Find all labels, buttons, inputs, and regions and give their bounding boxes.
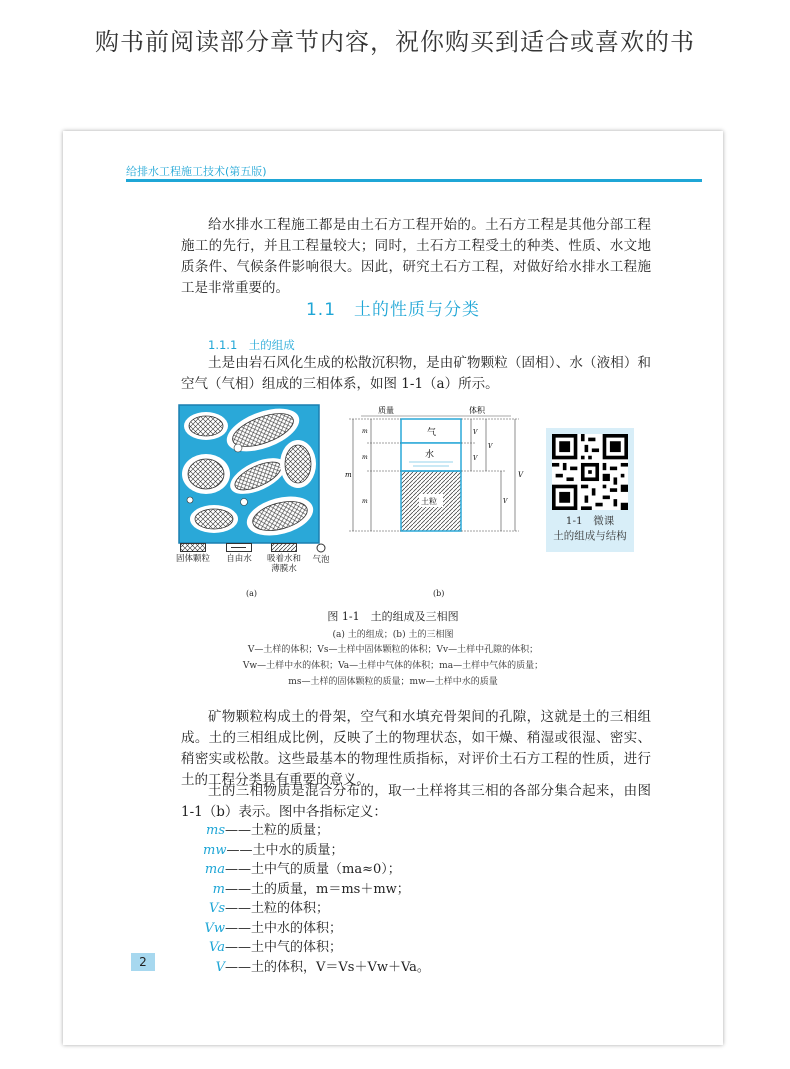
legend-free-water: 自由水 <box>221 543 257 564</box>
svg-text:V: V <box>473 429 478 436</box>
three-phase-paragraph: 土的三相物质是混合分布的，取一土样将其三相的各部分集合起来，由图 1-1（b）表示。图中各指标定义： <box>181 783 651 820</box>
legend-bubble: 气泡 <box>309 543 333 565</box>
subsection-title: 1.1.1 土的组成 <box>208 338 295 352</box>
definition-item: Vs——土粒的体积； <box>208 901 330 916</box>
svg-text:V: V <box>488 443 493 450</box>
svg-text:m: m <box>362 428 368 435</box>
definition-item: ma——土中气的质量（ma≈0）； <box>204 862 401 877</box>
svg-text:V: V <box>518 471 524 479</box>
section-title: 1.1 土的性质与分类 <box>305 300 481 320</box>
svg-text:气: 气 <box>427 428 437 438</box>
legend-solid: 固体颗粒 <box>173 543 213 564</box>
figure-label-a: (a) <box>246 589 258 598</box>
definition-list <box>203 821 430 977</box>
svg-text:m: m <box>362 498 368 505</box>
figure-subcaption-1: (a) 土的组成；(b) 土的三相图 <box>332 630 454 640</box>
running-head: 给排水工程施工技术(第五版) <box>126 165 267 178</box>
figure-subcaption-2: V—土样的体积；Vs—土样中固体颗粒的体积；Vv—土样中孔隙的体积； <box>247 645 539 655</box>
three-phase-diagram <box>341 404 526 544</box>
page-number: 2 <box>131 953 155 971</box>
definition-item: Vw——土中水的体积； <box>204 920 343 936</box>
figure-caption: 图 1-1 土的组成及三相图 <box>327 610 459 623</box>
qr-caption-line2: 土的组成与结构 <box>553 530 627 542</box>
legend-bound-water: 吸着水和薄膜水 <box>263 543 305 574</box>
skeleton-paragraph: 矿物颗粒构成土的骨架，空气和水填充骨架间的孔隙，这就是土的三相组成。土的三相组成比例，反映了土的物理状态，如干燥、稍湿或很湿、密实、稍密实或松散。这些最基本的物理性质指标，对评价土石方工程的性质，进行土的工程分类具有重要的意义。 <box>181 709 651 788</box>
book-page <box>63 131 723 1045</box>
svg-text:质量: 质量 <box>378 406 394 415</box>
figure-label-b: (b) <box>433 589 445 598</box>
header-rule <box>126 179 702 182</box>
qr-code-panel[interactable] <box>546 428 634 552</box>
svg-text:水: 水 <box>425 450 435 460</box>
figure-subcaption-3: Vw—土样中水的体积；Va—土样中气体的体积；ma—土样中气体的质量； <box>242 661 544 671</box>
definition-item: mw——土中水的质量； <box>203 842 344 858</box>
intro-paragraph: 给水排水工程施工都是由土石方工程开始的。土石方工程是其他分部工程施工的先行，并且工程量较大；同时，土石方工程受土的种类、性质、水文地质条件、气候条件影响很大。因此，研究土石方工程，对做好给水排水工程施工是非常重要的。 <box>181 217 651 296</box>
definition-item: ms——土粒的质量； <box>206 823 330 838</box>
svg-text:m: m <box>345 471 352 479</box>
qr-code-icon <box>552 434 628 510</box>
figure-subcaption-4: ms—土样的固体颗粒的质量；mw—土样中水的质量 <box>288 677 498 687</box>
definition-item: V——土的体积，V＝Vs＋Vw＋Va。 <box>215 959 430 975</box>
qr-caption-line1: 1-1 微课 <box>565 515 615 527</box>
svg-text:体积: 体积 <box>469 406 485 415</box>
svg-text:V: V <box>503 498 508 505</box>
svg-text:V: V <box>473 455 478 462</box>
promo-banner: 购书前阅读部分章节内容，祝你购买到适合或喜欢的书 <box>95 28 695 56</box>
definition-item: m——土的质量，m＝ms＋mw； <box>212 881 410 897</box>
definition-item: Va——土中气的体积； <box>209 940 343 955</box>
composition-paragraph: 土是由岩石风化生成的松散沉积物，是由矿物颗粒（固相）、水（液相）和空气（气相）组成的三相体系，如图 1-1（a）所示。 <box>181 355 651 392</box>
svg-text:土粒: 土粒 <box>421 497 437 506</box>
soil-composition-illustration <box>178 404 320 544</box>
svg-text:m: m <box>362 454 368 461</box>
figure-legend <box>173 543 333 583</box>
